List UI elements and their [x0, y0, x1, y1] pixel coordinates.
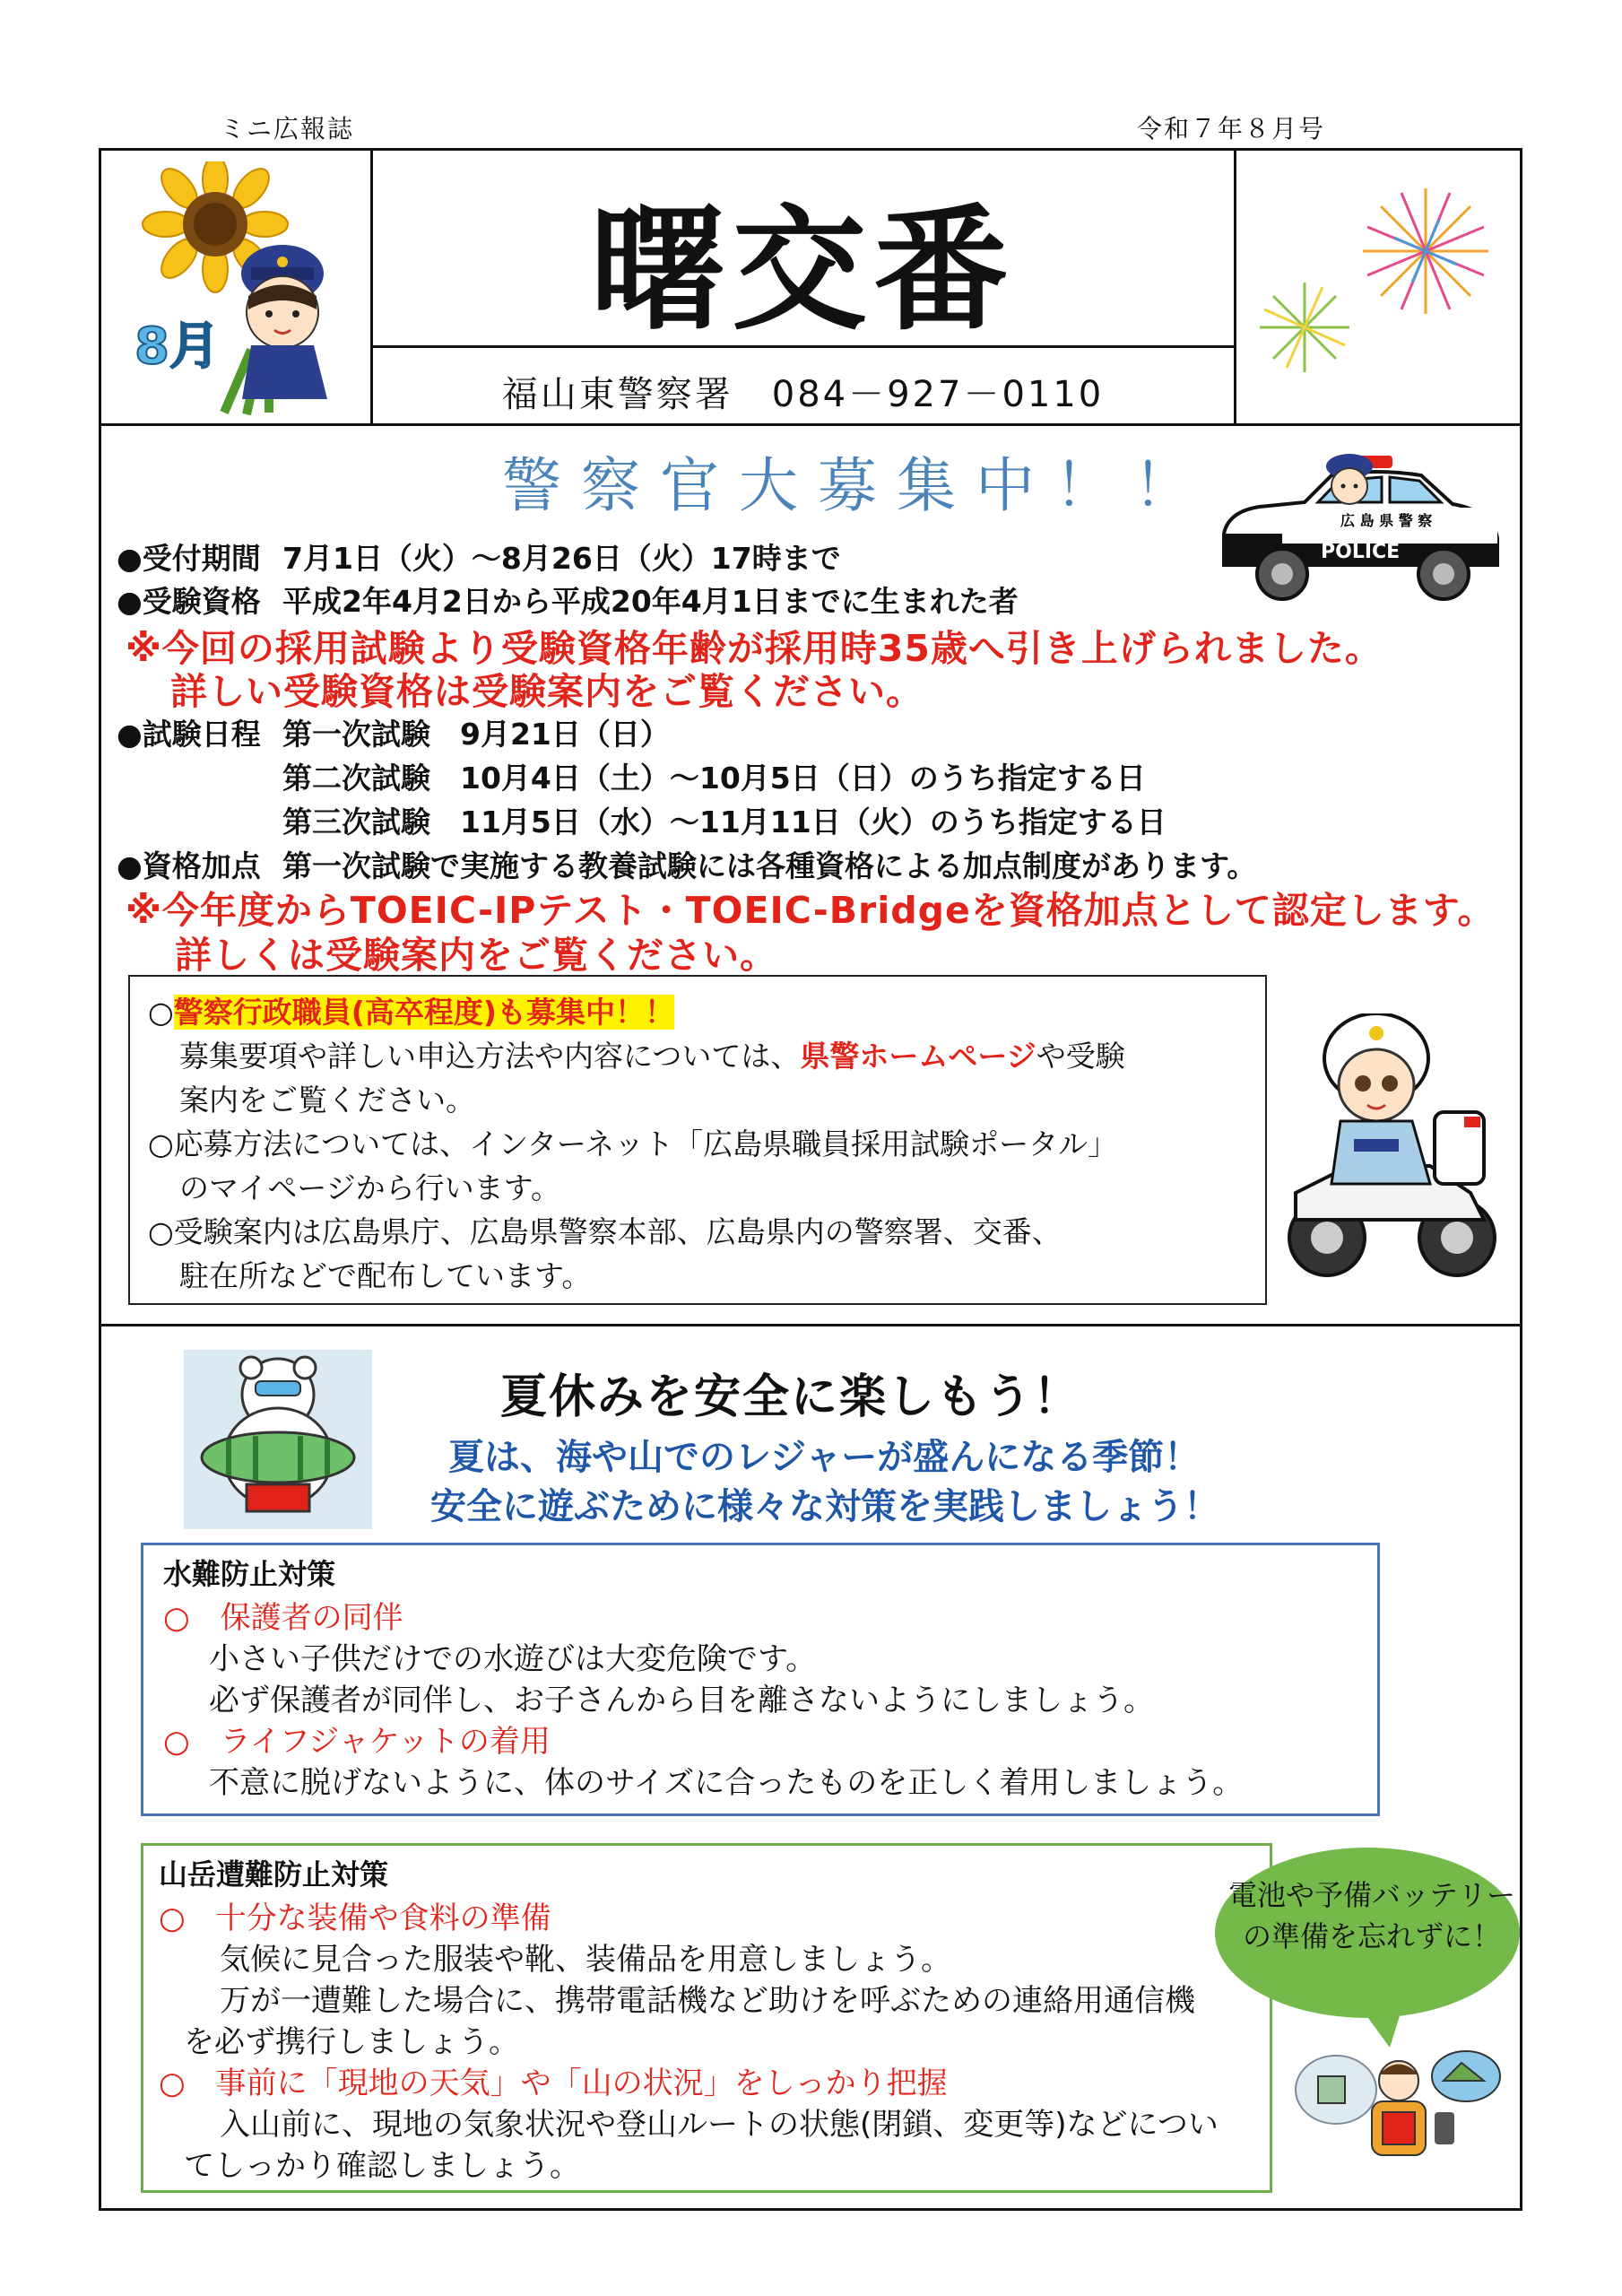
mountain-text: 万が一遭難した場合に、携帯電話機など助けを呼ぶための連絡用通信機 — [220, 1983, 1195, 2019]
row-label: ●資格加点 — [117, 848, 261, 883]
recruit-row-period — [117, 535, 841, 578]
row-text: 第一次試験で実施する教養試験には各種資格による加点制度があります。 — [282, 848, 1257, 883]
water-text: 必ず保護者が同伴し、お子さんから目を離さないようにしましょう。 — [209, 1683, 1154, 1718]
hiker-illustration — [1282, 2040, 1506, 2184]
recruit-row-schedule — [117, 711, 670, 753]
mountain-item-equipment: ○ 十分な装備や食料の準備 — [159, 1900, 551, 1936]
car-label: POLICE — [1321, 541, 1401, 563]
infobox-line-5: のマイページから行います。 — [179, 1170, 561, 1205]
age-note-line2: 詳しい受験資格は受験案内をご覧ください。 — [170, 670, 924, 713]
recruit-row-bonus — [117, 843, 1256, 885]
section-divider — [99, 1324, 1522, 1326]
admin-staff-highlight: 警察行政職員(高卒程度)も募集中！！ — [173, 995, 674, 1030]
goggles-icon — [256, 1381, 300, 1396]
summer-subtitle-1: 夏は、海や山でのレジャーが盛んになる季節！ — [448, 1437, 1201, 1478]
bullet: ○ — [148, 995, 174, 1030]
mountain-text: 入山前に、現地の気象状況や登山ルートの状態(閉鎖、変更等)などについ — [220, 2107, 1219, 2143]
water-text: 不意に脱げないように、体のサイズに合ったものを正しく着用しましょう。 — [209, 1765, 1244, 1801]
infobox-line-6: ○受験案内は広島県庁、広島県警察本部、広島県内の警察署、交番、 — [148, 1214, 1062, 1249]
water-text: 小さい子供だけでの水遊びは大変危険です。 — [209, 1641, 817, 1677]
water-safety-heading: 水難防止対策 — [163, 1557, 336, 1591]
summer-title: 夏休みを安全に楽しもう！ — [500, 1370, 1082, 1424]
recruit-row-eligibility — [117, 578, 1019, 621]
schedule-item: 第二次試験 10月4日（土）～10月5日（日）のうち指定する日 — [282, 761, 1146, 796]
officer-figure — [241, 245, 327, 399]
mountain-text: 気候に見合った服装や靴、装備品を用意しましょう。 — [220, 1942, 951, 1978]
water-item-guardian: ○ 保護者の同伴 — [163, 1600, 403, 1636]
firework-large-icon — [1363, 188, 1488, 314]
contact-line: 福山東警察署 084－927－0110 — [501, 374, 1105, 415]
masthead-bottom-rule — [99, 423, 1522, 426]
page-title: 曙交番 — [590, 191, 1016, 349]
mountain-text: を必ず携行しましょう。 — [184, 2024, 519, 2060]
phone-icon — [1435, 2112, 1454, 2144]
fireworks-illustration — [1251, 175, 1520, 390]
issue-label: 令和７年８月号 — [1137, 114, 1326, 144]
water-item-lifejacket: ○ ライフジャケットの着用 — [163, 1724, 551, 1760]
polar-bear-swim-ring-illustration — [184, 1350, 372, 1529]
text: 募集要項や詳しい申込方法や内容については、 — [179, 1039, 801, 1074]
summer-subtitle-2: 安全に遊ぶために様々な対策を実践しましょう！ — [430, 1486, 1219, 1527]
mountain-safety-heading: 山岳遭難防止対策 — [159, 1857, 389, 1892]
row-text: 平成2年4月2日から平成20年4月1日までに生まれた者 — [282, 584, 1019, 619]
infobox-line-2 — [179, 1033, 1125, 1075]
row-label: ●試験日程 — [117, 717, 261, 752]
row-text: 7月1日（火）～8月26日（火）17時まで — [282, 541, 841, 576]
mountain-item-weather: ○ 事前に「現地の天気」や「山の状況」をしっかり把握 — [159, 2066, 948, 2101]
infobox-line-7: 駐在所などで配布しています。 — [179, 1258, 592, 1293]
infobox-line-4: ○応募方法については、インターネット「広島県職員採用試験ポータル」 — [148, 1126, 1118, 1161]
age-note-line1: ※今回の採用試験より受験資格年齢が採用時35歳へ引き上げられました。 — [126, 627, 1383, 670]
bubble-line: の準備を忘れずに！ — [1242, 1919, 1501, 1953]
infobox-line-1 — [148, 989, 674, 1031]
schedule-item: 第一次試験 9月21日（日） — [282, 717, 670, 752]
mountain-text: てしっかり確認しましょう。 — [184, 2148, 580, 2184]
bubble-line: 電池や予備バッテリー — [1227, 1878, 1515, 1912]
map-icon — [1318, 2076, 1345, 2103]
battery-reminder-text — [1224, 1874, 1520, 1957]
swim-ring-icon — [202, 1432, 354, 1483]
sunflower-officer-illustration — [117, 161, 359, 417]
text: や受験 — [1036, 1039, 1125, 1074]
siren-icon — [1464, 1117, 1480, 1127]
schedule-item: 第三次試験 11月5日（水）～11月11日（火）のうち指定する日 — [282, 804, 1167, 839]
toeic-note-line1: ※今年度からTOEIC-IPテスト・TOEIC-Bridgeを資格加点として認定します。 — [126, 889, 1496, 932]
firework-small-icon — [1260, 283, 1349, 372]
row-label: ●受験資格 — [117, 584, 261, 619]
month-badge: 8月 — [134, 317, 220, 376]
recruit-heading: 警察官大募集中！！ — [502, 451, 1212, 520]
publication-label: ミニ広報誌 — [220, 114, 355, 144]
infobox-line-3: 案内をご覧ください。 — [179, 1083, 475, 1118]
row-label: ●受付期間 — [117, 541, 261, 576]
motorcycle-officer-illustration — [1278, 1013, 1502, 1292]
car-label-top: 広 島 県 警 察 — [1340, 512, 1433, 529]
homepage-link[interactable]: 県警ホームページ — [800, 1039, 1037, 1074]
police-car-illustration — [1206, 448, 1511, 619]
toeic-note-line2: 詳しくは受験案内をご覧ください。 — [175, 934, 777, 977]
